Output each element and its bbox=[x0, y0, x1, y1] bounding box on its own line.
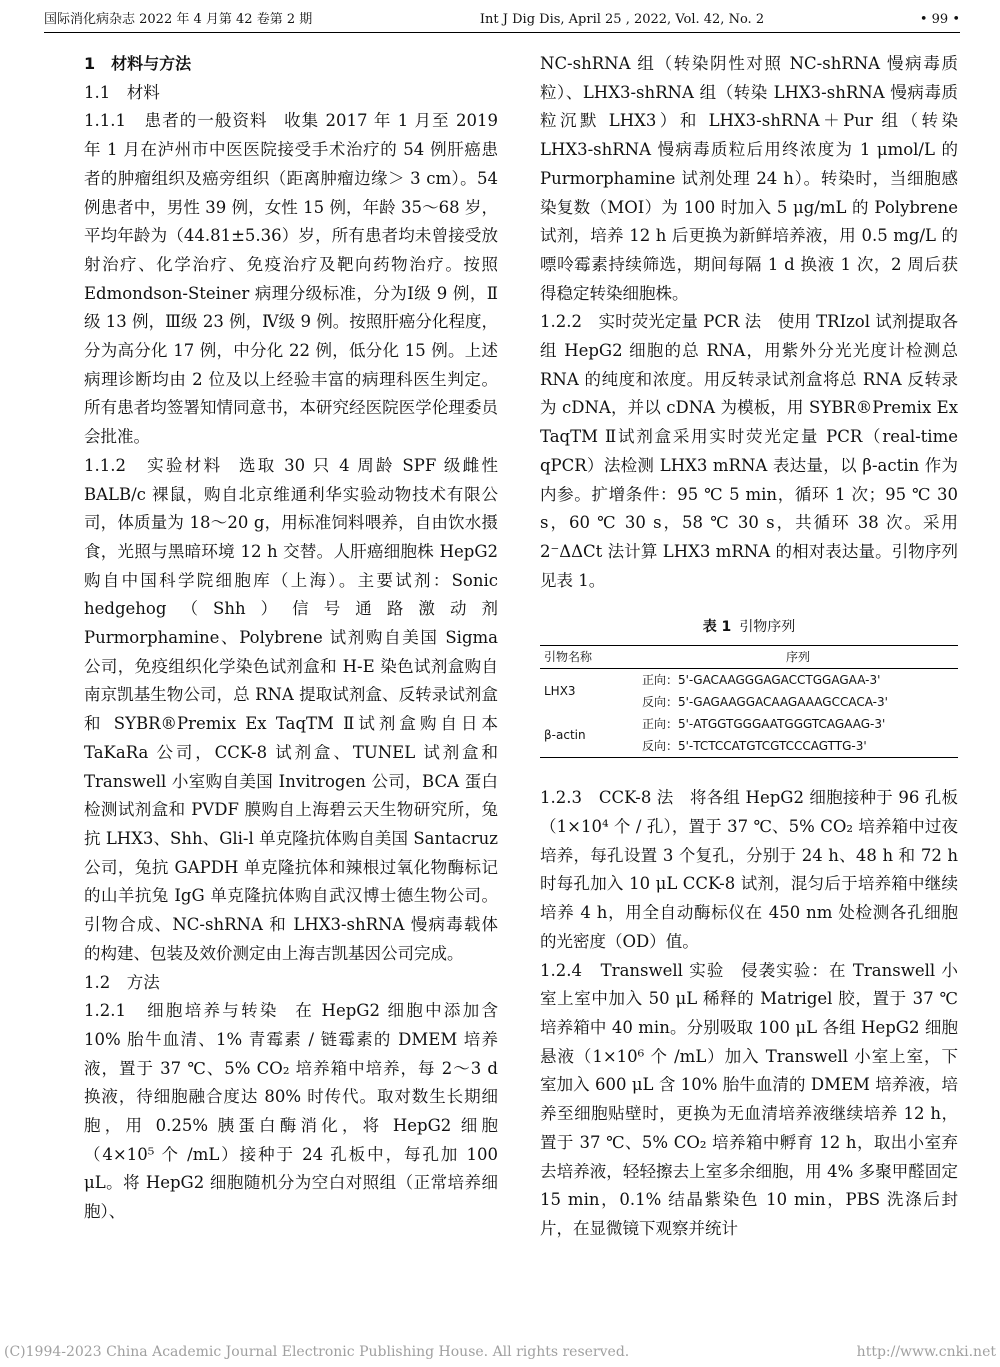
table-row bbox=[540, 669, 958, 692]
paragraph-1-2-1 bbox=[84, 997, 498, 1227]
page-number: • 99 • bbox=[919, 12, 960, 27]
paragraph-lead: 1.1.1 患者的一般资料 bbox=[84, 111, 268, 131]
section-heading-1-2: 1.2 方法 bbox=[84, 972, 160, 992]
paragraph-lead: 1.2.3 CCK-8 法 bbox=[540, 788, 674, 808]
column-header-primer-name: 引物名称 bbox=[540, 646, 638, 669]
table-row bbox=[540, 713, 958, 735]
journal-citation-en: Int J Dig Dis, April 25 , 2022, Vol. 42, No. 2 bbox=[479, 12, 765, 27]
forward-primer: 正向：5'-GACAAGGGAGACCTGGAGAA-3' bbox=[642, 673, 881, 688]
paragraph-body: 收集 2017 年 1 月至 2019 年 1 月在泸州市中医医院接受手术治疗的 54 例肝癌患者的肿瘤组织及癌旁组织（距离肿瘤边缘＞ 3 cm）。54 例患者中，男性 39 例，女性 15 例，年龄 35～68 岁，平均年龄为（44.81±5.36）岁，所有患者均未曾接受放射治疗、化学治疗、免疫治疗及靶向药物治疗。按照 Edmondson-Steiner 病理分级标准，分为Ⅰ级 9 例，Ⅱ级 13 例，Ⅲ级 23 例，Ⅳ级 9 例。按照肝癌分化程度，分为高分化 17 例，中分化 22 例，低分化 15 例。上述病理诊断均由 2 位及以上经验丰富的病理科医生判定。所有患者均签署知情同意书，本研究经医院医学伦理委员会批准。 bbox=[84, 111, 498, 447]
paragraph-lead: 1.2.4 Transwell 实验 bbox=[540, 960, 725, 980]
copyright-text: (C)1994-2023 China Academic Journal Electronic Publishing House. All rights reserved. bbox=[4, 1344, 630, 1360]
primer-table bbox=[540, 617, 958, 758]
forward-primer: 正向：5'-ATGGTGGGAATGGGTCAGAAG-3' bbox=[642, 717, 886, 732]
left-column bbox=[84, 50, 498, 1227]
paragraph-lead: 1.2.1 细胞培养与转染 bbox=[84, 1001, 279, 1021]
column-header-sequence: 序列 bbox=[638, 646, 958, 669]
section-heading-1: 1 材料与方法 bbox=[84, 54, 192, 73]
table-label: 表 1 bbox=[702, 619, 732, 636]
paragraph-1-2-3 bbox=[540, 784, 958, 956]
paragraph-1-2-1-continued: NC-shRNA 组（转染阴性对照 NC-shRNA 慢病毒质粒）、LHX3-shRNA 组（转染 LHX3-shRNA 慢病毒质粒沉默 LHX3）和 LHX3-shRNA＋Pur 组（转染 LHX3-shRNA 慢病毒质粒后用终浓度为 1 μmol/L 的 Purmorphamine 试剂处理 24 h）。转染时，当细胞感染复数（MOI）为 100 时加入 5 μg/mL 的 Polybrene 试剂，培养 12 h 后更换为新鲜培养液，用 0.5 mg/L 的嘌呤霉素持续筛选，期间每隔 1 d 换液 1 次，2 周后获得稳定转染细胞株。 bbox=[540, 54, 958, 303]
paragraph-1-1-2 bbox=[84, 452, 498, 969]
right-column bbox=[540, 50, 958, 1244]
section-heading-1-1: 1.1 材料 bbox=[84, 82, 160, 102]
paragraph-body: 在 HepG2 细胞中添加含 10% 胎牛血清、1% 青霉素 / 链霉素的 DMEM 培养液，置于 37 ℃、5% CO₂ 培养箱中培养，每 2～3 d 换液，待细胞融合度达 80% 时传代。取对数生长期细胞，用 0.25% 胰蛋白酶消化，将 HepG2 细胞（4×10⁵ 个 /mL）接种于 24 孔板中，每孔加 100 μL。将 HepG2 细胞随机分为空白对照组（正常培养细胞）、 bbox=[84, 1001, 498, 1222]
primer-sequence-table bbox=[540, 645, 958, 758]
gene-name: β-actin bbox=[540, 713, 638, 758]
journal-title-cn: 国际消化病杂志 2022 年 4 月第 42 卷第 2 期 bbox=[44, 12, 313, 27]
table-caption bbox=[540, 617, 958, 637]
reverse-primer: 反向：5'-TCTCCATGTCGTCCCAGTTG-3' bbox=[638, 735, 958, 758]
paragraph-1-2-2 bbox=[540, 308, 958, 595]
paragraph-body: 使用 TRIzol 试剂提取各组 HepG2 细胞的总 RNA，用紫外分光光度计检测总 RNA 的纯度和浓度。用反转录试剂盒将总 RNA 反转录为 cDNA，并以 cDNA 为模板，用 SYBR®Premix Ex TaqTM Ⅱ试剂盒采用实时荧光定量 PCR（real-time qPCR）法检测 LHX3 mRNA 表达量，以 β-actin 作为内参。扩增条件：95 ℃ 5 min，循环 1 次；95 ℃ 30 s，60 ℃ 30 s，58 ℃ 30 s，共循环 38 次。采用 2⁻ΔΔCt 法计算 LHX3 mRNA 的相对表达量。引物序列见表 1。 bbox=[540, 312, 959, 590]
paragraph-body: 将各组 HepG2 细胞接种于 96 孔板（1×10⁴ 个 / 孔），置于 37 ℃、5% CO₂ 培养箱中过夜培养，每孔设置 3 个复孔，分别于 24 h、48 h 和 72 h 时每孔加入 10 μL CCK-8 试剂，混匀后于培养箱中继续培养 4 h，用全自动酶标仪在 450 nm 处检测各孔细胞的光密度（OD）值。 bbox=[540, 788, 958, 951]
table-title: 引物序列 bbox=[739, 619, 796, 636]
paragraph-body: 侵袭实验：在 Transwell 小室上室中加入 50 μL 稀释的 Matrigel 胶，置于 37 ℃培养箱中 40 min。分别吸取 100 μL 各组 HepG2 细胞悬液（1×10⁶ 个 /mL）加入 Transwell 小室上室，下室加入 600 μL 含 10% 胎牛血清的 DMEM 培养液，培养至细胞贴壁时，更换为无血清培养液继续培养 12 h，置于 37 ℃、5% CO₂ 培养箱中孵育 12 h，取出小室弃去培养液，轻轻擦去上室多余细胞，用 4% 多聚甲醛固定 15 min，0.1% 结晶紫染色 10 min，PBS 洗涤后封片，在显微镜下观察并统计 bbox=[540, 960, 959, 1238]
paragraph-body: 选取 30 只 4 周龄 SPF 级雌性 BALB/c 裸鼠，购自北京维通利华实验动物技术有限公司，体质量为 18～20 g，用标准饲料喂养，自由饮水摄食，光照与黑暗环境 12 h 交替。人肝癌细胞株 HepG2 购自中国科学院细胞库（上海）。主要试剂：Sonic hedgehog（Shh）信号通路激动剂 Purmorphamine、Polybrene 试剂购自美国 Sigma 公司，免疫组织化学染色试剂盒和 H-E 染色试剂盒购自南京凯基生物公司，总 RNA 提取试剂盒、反转录试剂盒和 SYBR®Premix Ex TaqTM Ⅱ试剂盒购自日本 TaKaRa 公司，CCK-8 试剂盒、TUNEL 试剂盒和 Transwell 小室购自美国 Invitrogen 公司，BCA 蛋白检测试剂盒和 PVDF 膜购自上海碧云天生物研究所，兔抗 LHX3、Shh、Gli-l 单克隆抗体购自美国 Santacruz 公司，兔抗 GAPDH 单克隆抗体和辣根过氧化物酶标记的山羊抗兔 IgG 单克隆抗体购自武汉博士德生物公司。引物合成、NC-shRNA 和 LHX3-shRNA 慢病毒载体的构建、包装及效价测定由上海吉凯基因公司完成。 bbox=[84, 455, 498, 963]
paragraph-1-1-1 bbox=[84, 107, 498, 451]
website-link[interactable]: http://www.cnki.net bbox=[856, 1344, 996, 1360]
paragraph-1-2-4 bbox=[540, 957, 958, 1244]
paragraph-lead: 1.1.2 实验材料 bbox=[84, 455, 223, 475]
reverse-primer: 反向：5'-GAGAAGGACAAGAAAGCCACA-3' bbox=[642, 695, 888, 710]
paragraph-lead: 1.2.2 实时荧光定量 PCR 法 bbox=[540, 312, 762, 332]
gene-name: LHX3 bbox=[544, 684, 576, 699]
copyright-footer bbox=[0, 1344, 1000, 1366]
running-header bbox=[44, 8, 960, 33]
